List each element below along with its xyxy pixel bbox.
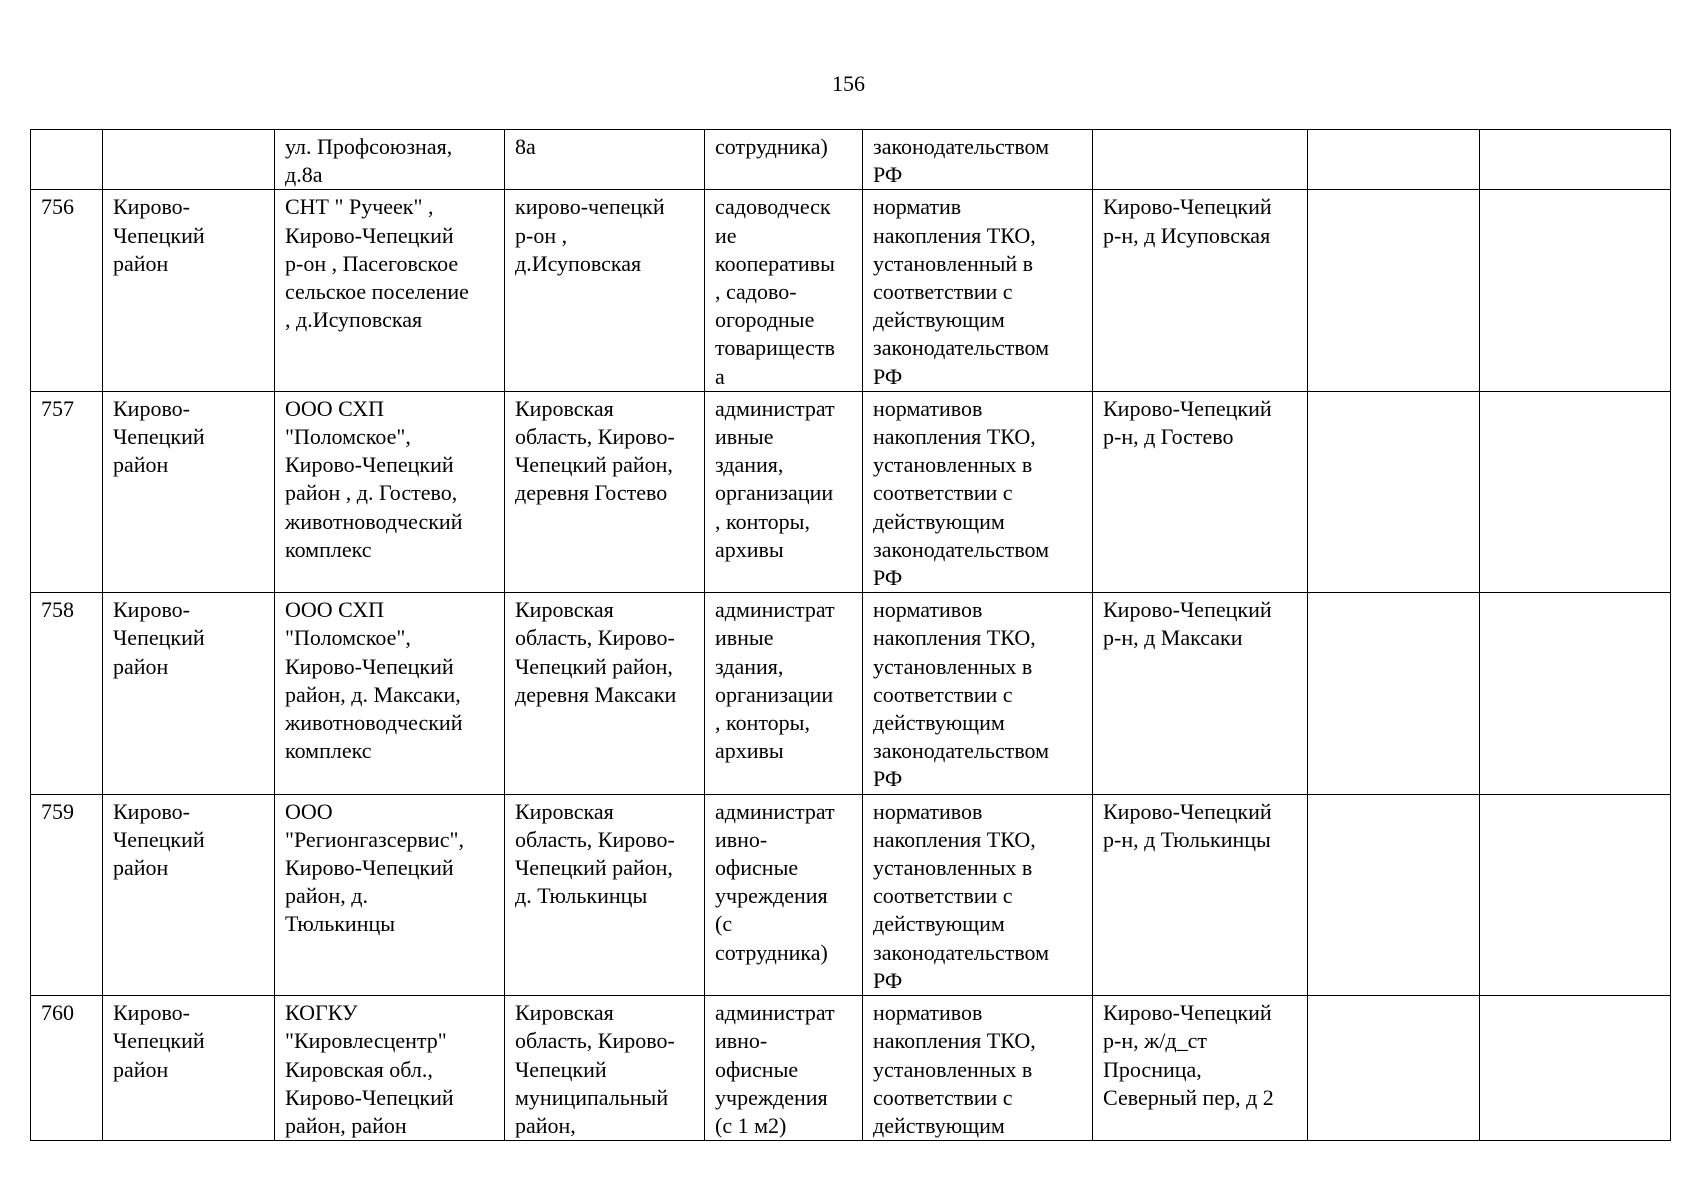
cell-empty-1 — [1308, 794, 1480, 995]
cell-empty-1 — [1308, 190, 1480, 391]
cell-empty-1 — [1308, 593, 1480, 794]
table-row-757 — [31, 391, 1671, 592]
cell-organization: ООО "Регионгазсервис", Кирово-Чепецкий район, д. Тюлькинцы — [275, 794, 505, 995]
cell-organization: КОГКУ "Кировлесцентр" Кировская обл., Кирово-Чепецкий район, район — [275, 996, 505, 1141]
table-row-continued — [31, 130, 1671, 190]
cell-address: 8а — [505, 130, 705, 190]
cell-district: Кирово- Чепецкий район — [103, 593, 275, 794]
cell-norm: нормативов накопления ТКО, установленных в соответствии с действующим законодательством РФ — [863, 794, 1093, 995]
cell-category: администрат ивные здания, организации , конторы, архивы — [705, 391, 863, 592]
page-number: 156 — [832, 71, 865, 96]
table-row-756 — [31, 190, 1671, 391]
cell-location: Кирово-Чепецкий р-н, д Гостево — [1093, 391, 1308, 592]
cell-location: Кирово-Чепецкий р-н, ж/д_ст Просница, Северный пер, д 2 — [1093, 996, 1308, 1141]
cell-district — [103, 130, 275, 190]
cell-number — [31, 130, 103, 190]
cell-norm: законодательством РФ — [863, 130, 1093, 190]
cell-organization: СНТ " Ручеек" , Кирово-Чепецкий р-он , Пасеговское сельское поселение , д.Исуповская — [275, 190, 505, 391]
cell-district: Кирово- Чепецкий район — [103, 794, 275, 995]
cell-number: 756 — [31, 190, 103, 391]
cell-norm: нормативов накопления ТКО, установленных в соответствии с действующим законодательством РФ — [863, 593, 1093, 794]
cell-location: Кирово-Чепецкий р-н, д Тюлькинцы — [1093, 794, 1308, 995]
cell-category: администрат ивно- офисные учреждения (с 1 м2) — [705, 996, 863, 1141]
cell-empty-1 — [1308, 130, 1480, 190]
cell-district: Кирово- Чепецкий район — [103, 190, 275, 391]
cell-empty-1 — [1308, 996, 1480, 1141]
cell-address: Кировская область, Кирово- Чепецкий район, д. Тюлькинцы — [505, 794, 705, 995]
cell-number: 759 — [31, 794, 103, 995]
cell-address: кирово-чепецкй р-он , д.Исуповская — [505, 190, 705, 391]
cell-category: сотрудника) — [705, 130, 863, 190]
cell-location: Кирово-Чепецкий р-н, д Исуповская — [1093, 190, 1308, 391]
table-row-758 — [31, 593, 1671, 794]
cell-empty-2 — [1480, 130, 1671, 190]
cell-empty-2 — [1480, 996, 1671, 1141]
registry-table — [30, 129, 1671, 1141]
cell-empty-2 — [1480, 391, 1671, 592]
cell-organization: ООО СХП "Поломское", Кирово-Чепецкий район , д. Гостево, животноводческий комплекс — [275, 391, 505, 592]
cell-address: Кировская область, Кирово- Чепецкий район, деревня Максаки — [505, 593, 705, 794]
cell-empty-2 — [1480, 593, 1671, 794]
cell-number: 758 — [31, 593, 103, 794]
cell-empty-2 — [1480, 794, 1671, 995]
cell-empty-2 — [1480, 190, 1671, 391]
cell-number: 757 — [31, 391, 103, 592]
cell-organization: ул. Профсоюзная, д.8а — [275, 130, 505, 190]
cell-district: Кирово- Чепецкий район — [103, 996, 275, 1141]
table-row-759 — [31, 794, 1671, 995]
cell-norm: нормативов накопления ТКО, установленных в соответствии с действующим — [863, 996, 1093, 1141]
cell-empty-1 — [1308, 391, 1480, 592]
cell-address: Кировская область, Кирово- Чепецкий муниципальный район, — [505, 996, 705, 1141]
cell-location: Кирово-Чепецкий р-н, д Максаки — [1093, 593, 1308, 794]
cell-district: Кирово- Чепецкий район — [103, 391, 275, 592]
cell-location — [1093, 130, 1308, 190]
cell-category: администрат ивные здания, организации , конторы, архивы — [705, 593, 863, 794]
cell-address: Кировская область, Кирово- Чепецкий район, деревня Гостево — [505, 391, 705, 592]
cell-number: 760 — [31, 996, 103, 1141]
cell-norm: нормативов накопления ТКО, установленных в соответствии с действующим законодательством РФ — [863, 391, 1093, 592]
table-row-760 — [31, 996, 1671, 1141]
cell-organization: ООО СХП "Поломское", Кирово-Чепецкий район, д. Максаки, животноводческий комплекс — [275, 593, 505, 794]
cell-category: администрат ивно- офисные учреждения (с сотрудника) — [705, 794, 863, 995]
cell-norm: норматив накопления ТКО, установленный в соответствии с действующим законодательством РФ — [863, 190, 1093, 391]
cell-category: садоводческ ие кооперативы , садово- огородные товариществ а — [705, 190, 863, 391]
